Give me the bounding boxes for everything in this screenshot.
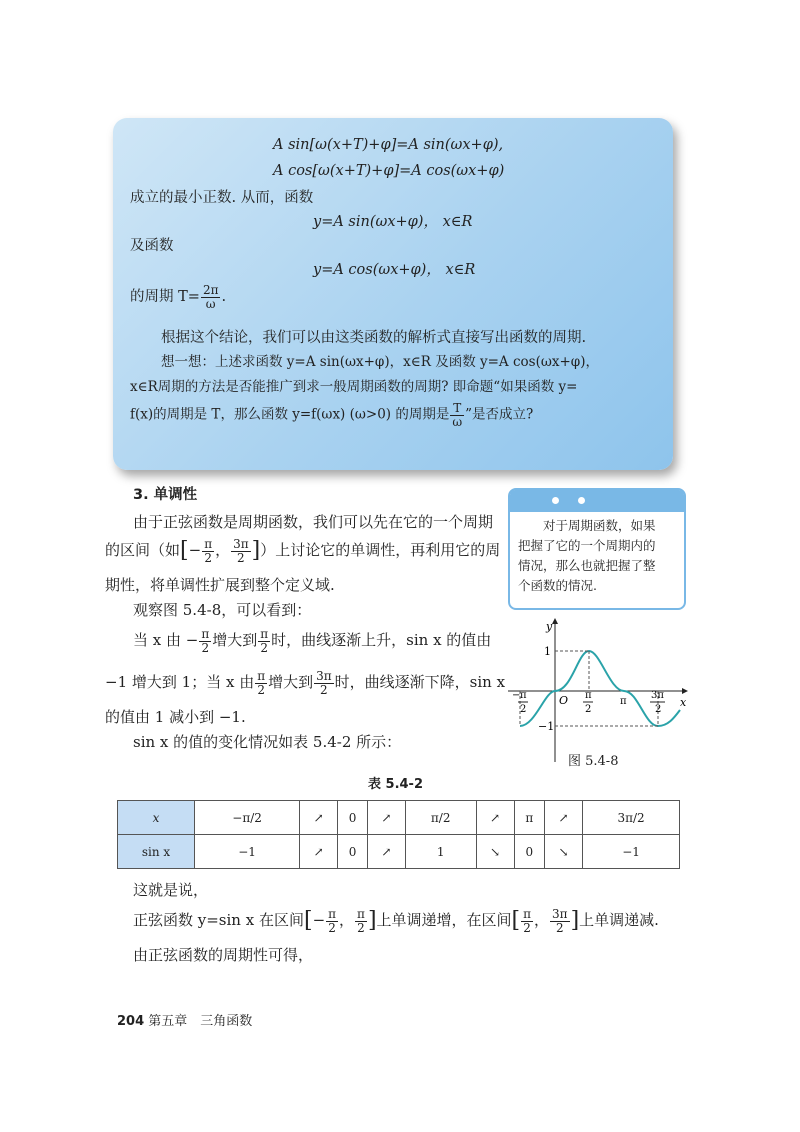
x-tick-label: 2: [585, 704, 592, 715]
body-line: 期性，将单调性扩展到整个定义域.: [105, 576, 335, 594]
body-line: 由正弦函数的周期性可得，: [133, 946, 314, 964]
side-note: [508, 488, 686, 610]
note-text: [510, 512, 684, 600]
table-cell: 0: [338, 835, 368, 869]
table-row: [118, 835, 680, 869]
table-cell: −1: [583, 835, 680, 869]
table-cell: 0: [514, 835, 545, 869]
equation-4: y=A cos(ωx+φ)， x∈R: [313, 262, 476, 278]
body-line: 观察图 5.4-8，可以看到：: [133, 601, 312, 619]
x-tick-label: 2: [655, 704, 662, 715]
period-formula: 的周期 T= $\frac{2\pi}{\omega}$ .: [130, 283, 227, 311]
x-tick-label: π: [620, 696, 627, 707]
table-cell: ↗: [545, 801, 583, 835]
note-line: 把握了它的一个周期内的: [518, 538, 656, 553]
body-line: sin x 的值的变化情况如表 5.4-2 所示：: [133, 733, 402, 751]
section-heading: 3. 单调性: [133, 487, 198, 503]
box-paragraph: 根据这个结论，我们可以由这类函数的解析式直接写出函数的周期.: [161, 330, 587, 346]
table-cell: π/2: [405, 801, 476, 835]
table-cell: ↗: [476, 801, 514, 835]
table-cell: −1: [195, 835, 300, 869]
table-caption: 表 5.4-2: [368, 777, 423, 792]
x-arrow-icon: [682, 688, 688, 694]
box-paragraph: f(x)的周期是 T，那么函数 y=f(ωx) (ω>0) 的周期是 $\frac{T}{\omega}$ ”是否成立?: [130, 401, 534, 429]
equation-3: y=A sin(ωx+φ)， x∈R: [313, 214, 473, 230]
table-header-cell: x: [118, 801, 195, 835]
table-cell: ↗: [367, 801, 405, 835]
body-line: 由于正弦函数是周期函数，我们可以先在它的一个周期: [133, 513, 494, 531]
dot-icon: [578, 497, 585, 504]
table-cell: π: [514, 801, 545, 835]
body-line: 这就是说，: [133, 881, 209, 899]
table-cell: −π/2: [195, 801, 300, 835]
x-axis-label: x: [680, 696, 687, 709]
table-cell: 0: [338, 801, 368, 835]
figure-caption: 图 5.4-8: [568, 754, 619, 769]
table-cell: 1: [405, 835, 476, 869]
table-cell: ↗: [367, 835, 405, 869]
table-cell: ↗: [300, 801, 338, 835]
callout-box: [113, 118, 673, 470]
body-line: 的值由 1 减小到 −1.: [105, 708, 246, 726]
equation-2: A cos[ω(x+T)+φ]=A cos(ωx+φ): [273, 163, 505, 179]
x-tick-label: 2: [520, 704, 527, 715]
body-line: 当 x 由 − $\frac{\pi}{2}$ 增大到 $\frac{\pi}{2}$ 时，曲线逐渐上升，sin x 的值由: [133, 627, 492, 655]
note-line: 情况，那么也就把握了整: [518, 558, 656, 573]
y-arrow-icon: [552, 618, 558, 624]
chapter-title: 第五章 三角函数: [148, 1014, 253, 1029]
note-line: 个函数的情况.: [518, 578, 597, 593]
table-header-cell: sin x: [118, 835, 195, 869]
x-tick-label: π: [585, 690, 592, 701]
origin-label: O: [559, 694, 569, 707]
x-tick-label: π: [520, 690, 527, 701]
dot-icon: [552, 497, 559, 504]
page-footer: [117, 1010, 252, 1029]
table-row: [118, 801, 680, 835]
box-paragraph: 想一想：上述求函数 y=A sin(ωx+φ)，x∈R 及函数 y=A cos(ωx+φ)，: [161, 354, 599, 370]
value-table: [117, 800, 680, 869]
box-text-line: 及函数: [130, 238, 174, 254]
table-cell: ↗: [300, 835, 338, 869]
box-text-line: 成立的最小正数. 从而，函数: [130, 190, 314, 206]
equation-1: A sin[ω(x+T)+φ]=A sin(ωx+φ),: [273, 137, 504, 153]
sine-graph: [500, 612, 690, 772]
y-tick-label: −1: [538, 720, 555, 733]
x-tick-label: 3π: [651, 690, 664, 701]
x-tick-label: −: [512, 690, 521, 701]
y-axis-label: y: [546, 620, 553, 633]
table-cell: ↘: [476, 835, 514, 869]
box-paragraph: x∈R周期的方法是否能推广到求一般周期函数的周期? 即命题“如果函数 y=: [130, 379, 578, 395]
body-line: 正弦函数 y=sin x 在区间[− $\frac{\pi}{2}$ ， $\frac{\pi}{2}$ ]上单调递增，在区间[ $\frac{\pi}{2}$ ， $\frac{3\pi}{2}$ ]上单调递减.: [133, 907, 659, 935]
table-cell: ↘: [545, 835, 583, 869]
note-line: 对于周期函数，如果: [543, 518, 656, 533]
note-header: [510, 490, 684, 512]
body-line: −1 增大到 1；当 x 由 $\frac{\pi}{2}$ 增大到 $\frac{3\pi}{2}$ 时，曲线逐渐下降，sin x: [105, 669, 506, 697]
y-tick-label: 1: [544, 645, 551, 658]
page-number: 204: [117, 1014, 145, 1029]
table-cell: 3π/2: [583, 801, 680, 835]
body-line: 的区间（如[− $\frac{\pi}{2}$ ， $\frac{3\pi}{2}$ ]）上讨论它的单调性，再利用它的周: [105, 537, 501, 565]
